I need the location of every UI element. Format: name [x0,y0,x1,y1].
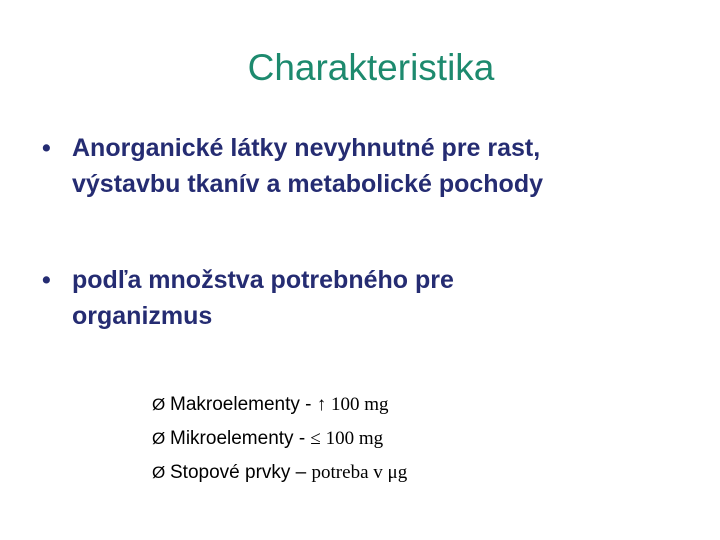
bullet-marker-icon: • [42,266,51,294]
sub-item-label: Makroelementy - [170,394,317,415]
bullet-item-2 [42,262,702,334]
bullet-text-line-2: výstavbu tkanív a metabolické pochody [72,170,543,198]
sub-item-label: Stopové prvky – [170,462,312,483]
sub-item-microelements [152,424,383,454]
bullet-text [42,130,702,202]
arrow-bullet-icon: Ø [152,463,166,482]
sub-item-value: ↑ 100 mg [316,394,389,415]
slide-title: Charakteristika [247,47,495,88]
sub-item-label: Mikroelementy - [170,428,311,449]
sub-item-value: ≤ 100 mg [310,428,384,449]
sub-item-macroelements [152,390,389,420]
bullet-item-1 [42,130,702,202]
bullet-text-line-2: organizmus [72,302,213,330]
bullet-text [42,262,702,334]
sub-item-value: potreba v μg [311,462,408,483]
arrow-bullet-icon: Ø [152,429,166,448]
bullet-marker-icon: • [42,134,51,162]
bullet-text-line-1: podľa množstva potrebného pre [72,266,454,294]
arrow-bullet-icon: Ø [152,395,166,414]
sub-item-trace-elements [152,458,407,488]
bullet-text-line-1: Anorganické látky nevyhnutné pre rast, [72,134,541,162]
